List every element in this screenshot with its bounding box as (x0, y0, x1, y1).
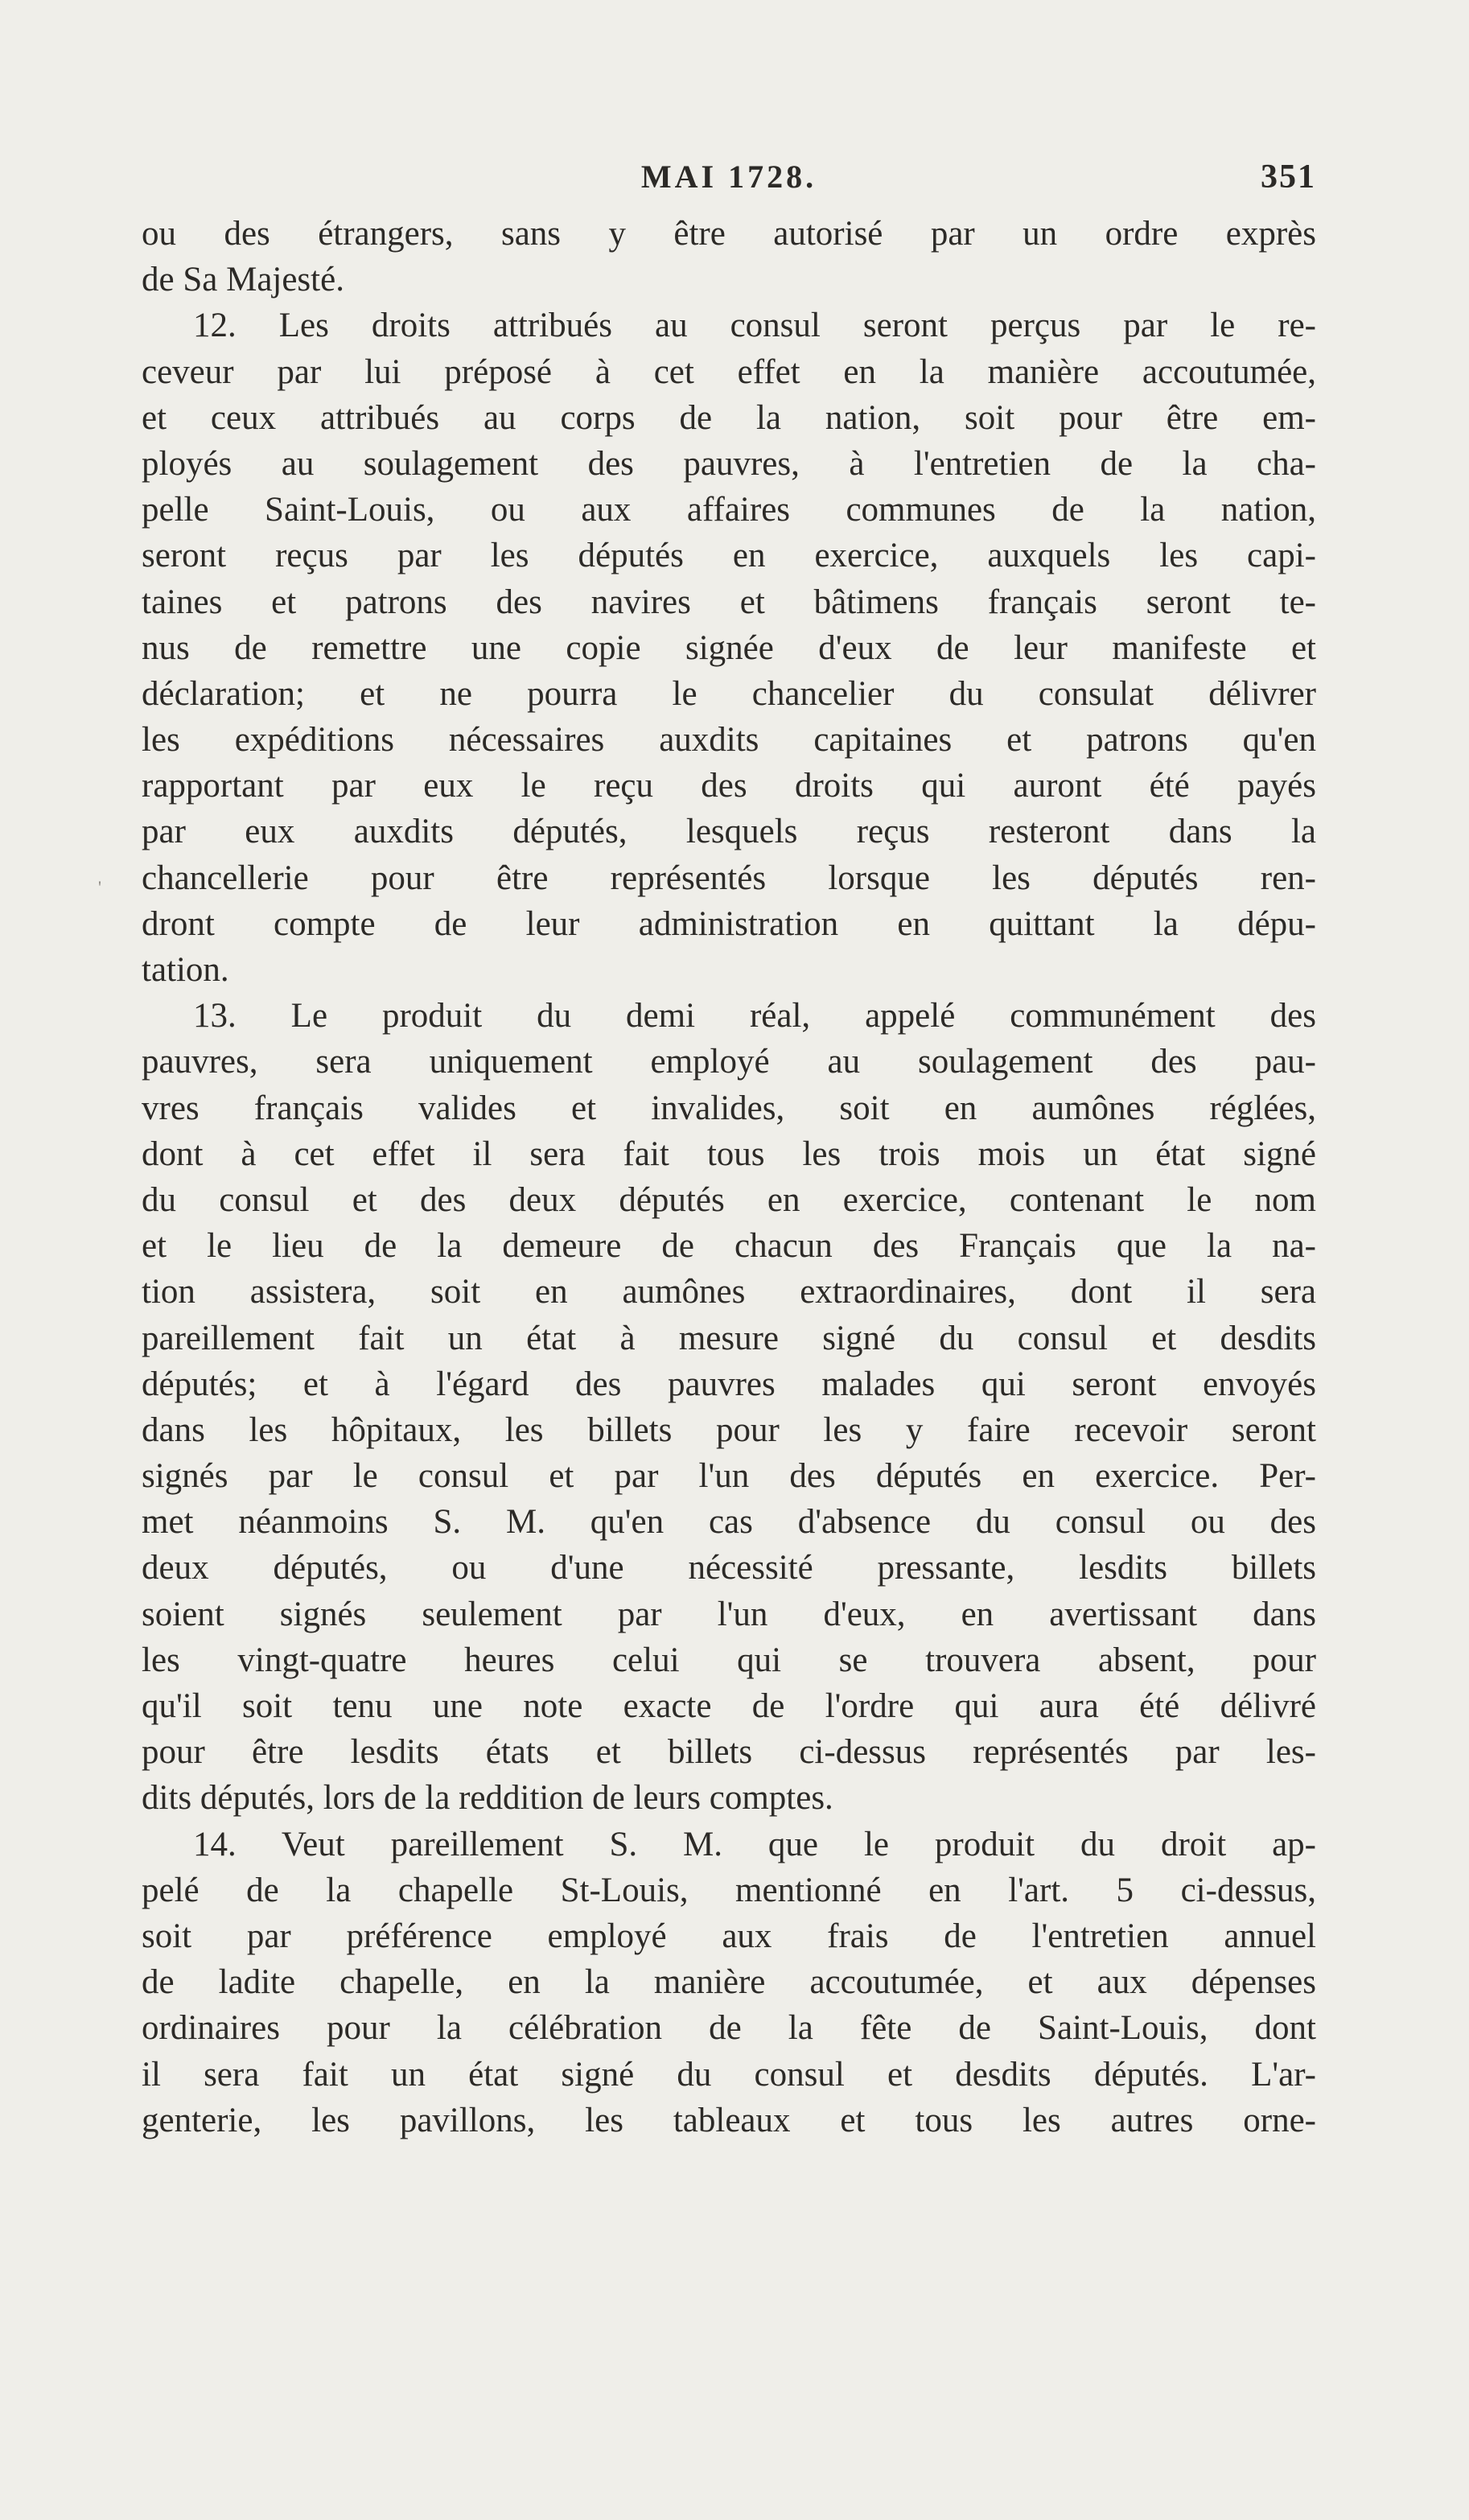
text-line: et ceux attribués au corps de la nation, soit pour être em- (142, 398, 1316, 437)
body-text (142, 211, 1316, 2143)
text-line: dront compte de leur administration en quittant la dépu- (142, 904, 1316, 943)
text-line: ployés au soulagement des pauvres, à l'entretien de la cha- (142, 444, 1316, 483)
article-13-start: 13. Le produit du demi réal, appelé communément des (193, 997, 1316, 1036)
text-line: députés; et à l'égard des pauvres malades qui seront envoyés (142, 1365, 1316, 1403)
text-line: dont à cet effet il sera fait tous les trois mois un état signé (142, 1134, 1316, 1173)
running-head (142, 158, 1316, 206)
text-line: et le lieu de la demeure de chacun des Français que la na- (142, 1227, 1316, 1266)
text-line: qu'il soit tenu une note exacte de l'ordre qui aura été délivré (142, 1687, 1316, 1725)
text-line: taines et patrons des navires et bâtimens français seront te- (142, 583, 1316, 621)
text-line: il sera fait un état signé du consul et desdits députés. L'ar- (142, 2055, 1316, 2094)
text-line: tion assistera, soit en aumônes extraordinaires, dont il sera (142, 1273, 1316, 1311)
text-line: dans les hôpitaux, les billets pour les y faire recevoir seront (142, 1410, 1316, 1449)
text-line: par eux auxdits députés, lesquels reçus resteront dans la (142, 813, 1316, 851)
text-line: pelé de la chapelle St-Louis, mentionné en l'art. 5 ci-dessus, (142, 1871, 1316, 1909)
text-line: pauvres, sera uniquement employé au soulagement des pau- (142, 1043, 1316, 1081)
text-line: pareillement fait un état à mesure signé du consul et desdits (142, 1319, 1316, 1357)
text-line: signés par le consul et par l'un des députés en exercice. Per- (142, 1457, 1316, 1496)
text-line: met néanmoins S. M. qu'en cas d'absence du consul ou des (142, 1503, 1316, 1542)
text-line: tation. (142, 951, 229, 989)
text-line: seront reçus par les députés en exercice, auxquels les capi- (142, 537, 1316, 575)
text-line: rapportant par eux le reçu des droits qui auront été payés (142, 767, 1316, 805)
text-line: les vingt-quatre heures celui qui se trouvera absent, pour (142, 1641, 1316, 1679)
text-line: genterie, les pavillons, les tableaux et tous les autres orne- (142, 2101, 1316, 2139)
text-line: du consul et des deux députés en exercice, contenant le nom (142, 1180, 1316, 1219)
text-line: pelle Saint-Louis, ou aux affaires communes de la nation, (142, 491, 1316, 529)
text-line: les expéditions nécessaires auxdits capitaines et patrons qu'en (142, 721, 1316, 760)
text-line: soit par préférence employé aux frais de l'entretien annuel (142, 1917, 1316, 1955)
running-title: MAI 1728. (640, 159, 817, 195)
text-line: déclaration; et ne pourra le chancelier du consulat délivrer (142, 674, 1316, 713)
text-line: vres français valides et invalides, soit en aumônes réglées, (142, 1089, 1316, 1127)
text-line: deux députés, ou d'une nécessité pressante, lesdits billets (142, 1549, 1316, 1587)
text-line: dits députés, lors de la reddition de leurs comptes. (142, 1779, 833, 1818)
article-14-start: 14. Veut pareillement S. M. que le produit du droit ap- (193, 1825, 1316, 1863)
text-line: chancellerie pour être représentés lorsque les députés ren- (142, 859, 1316, 897)
text-line: de ladite chapelle, en la manière accoutumée, et aux dépenses (142, 1963, 1316, 2002)
text-line: de Sa Majesté. (142, 261, 344, 299)
text-line: pour être lesdits états et billets ci-dessus représentés par les- (142, 1733, 1316, 1772)
article-12-start: 12. Les droits attribués au consul seront perçus par le re- (193, 307, 1316, 345)
text-line: ou des étrangers, sans y être autorisé par un ordre exprès (142, 215, 1316, 253)
margin-mark: ' (98, 877, 101, 897)
text-line: nus de remettre une copie signée d'eux de leur manifeste et (142, 628, 1316, 667)
text-line: soient signés seulement par l'un d'eux, en avertissant dans (142, 1595, 1316, 1633)
text-line: ceveur par lui préposé à cet effet en la manière accoutumée, (142, 352, 1316, 391)
text-line: ordinaires pour la célébration de la fête de Saint-Louis, dont (142, 2009, 1316, 2048)
page-number: 351 (1261, 159, 1316, 196)
